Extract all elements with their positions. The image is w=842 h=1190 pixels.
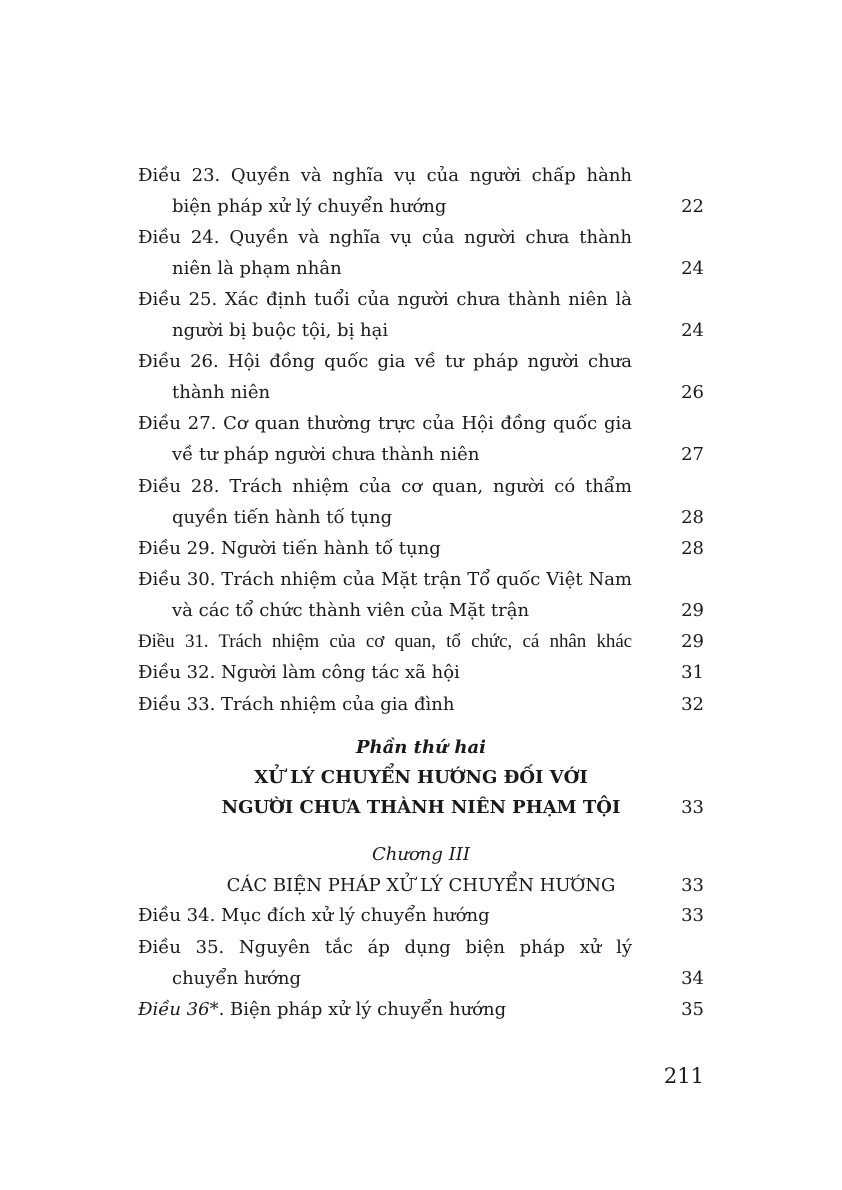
toc-entry-text: Điều 33. Trách nhiệm của gia đình — [138, 694, 455, 715]
toc-entry-text: Điều 23. Quyền và nghĩa vụ của người chấp hành — [138, 165, 632, 186]
toc-page-ref: 29 — [681, 631, 704, 652]
part-subtitle-line-2-wrap — [138, 793, 704, 823]
page-number: 211 — [663, 1064, 704, 1088]
toc-entry-text: Điều 29. Người tiến hành tố tụng — [138, 538, 441, 559]
toc-entry-dieu-35[interactable] — [138, 932, 704, 994]
toc-entry-text: Điều 27. Cơ quan thường trực của Hội đồng quốc gia — [138, 413, 632, 434]
toc-page-ref: 33 — [681, 797, 704, 818]
toc-entry-text: và các tổ chức thành viên của Mặt trận — [172, 600, 530, 621]
toc-entry-dieu-31[interactable] — [138, 626, 704, 657]
toc-page-ref: 26 — [681, 382, 704, 403]
chapter-heading-text: CÁC BIỆN PHÁP XỬ LÝ CHUYỂN HƯỚNG — [226, 875, 616, 896]
toc-entry-dieu-25[interactable] — [138, 284, 704, 346]
toc-page-ref: 34 — [681, 968, 704, 989]
toc-entry-dieu-30[interactable] — [138, 564, 704, 626]
toc-entry-text: Điều 35. Nguyên tắc áp dụng biện pháp xử lý — [138, 937, 632, 958]
toc-page-ref: 27 — [681, 444, 704, 465]
toc-entry-text: Điều 30. Trách nhiệm của Mặt trận Tổ quốc Việt Nam — [138, 569, 632, 590]
toc-entry-text: chuyển hướng — [172, 968, 301, 989]
toc-entry-text — [138, 994, 632, 1025]
part-subtitle-line-1: XỬ LÝ CHUYỂN HƯỚNG ĐỐI VỚI — [254, 767, 588, 788]
toc-entry-rest: . Biện pháp xử lý chuyển hướng — [218, 999, 507, 1020]
toc-entry-label-italic: Điều 36* — [138, 999, 219, 1020]
chapter-title: Chương III — [372, 844, 470, 865]
toc-entry-text: Điều 32. Người làm công tác xã hội — [138, 662, 460, 683]
toc-entry-text: quyền tiến hành tố tụng — [172, 507, 393, 528]
chapter-heading-wrap — [138, 870, 704, 901]
toc-page-ref: 33 — [681, 875, 704, 896]
toc-page-ref: 22 — [681, 196, 704, 217]
toc-entry-dieu-26[interactable] — [138, 346, 704, 408]
toc-entry-text: Điều 25. Xác định tuổi của người chưa thành niên là — [138, 289, 632, 310]
chapter-heading[interactable] — [138, 839, 704, 901]
toc-page-ref: 31 — [681, 662, 704, 683]
toc-entry-text: thành niên — [172, 382, 271, 403]
toc-entry-dieu-27[interactable] — [138, 408, 704, 470]
toc-page-ref: 28 — [681, 507, 704, 528]
toc-entry-dieu-28[interactable] — [138, 471, 704, 533]
toc-entry-dieu-33[interactable] — [138, 689, 704, 720]
toc-entry-text: về tư pháp người chưa thành niên — [172, 444, 480, 465]
toc-entry-text: Điều 28. Trách nhiệm của cơ quan, người có thẩm — [138, 476, 632, 497]
toc-entry-text: Điều 31. Trách nhiệm của cơ quan, tổ chức, cá nhân khác — [138, 631, 632, 652]
toc-entry-dieu-34[interactable] — [138, 900, 704, 931]
part-subtitle-line-2: NGƯỜI CHƯA THÀNH NIÊN PHẠM TỘI — [221, 797, 621, 818]
toc-entry-dieu-29[interactable] — [138, 533, 704, 564]
toc-entry-text: người bị buộc tội, bị hại — [172, 320, 389, 341]
toc-page-ref: 28 — [681, 538, 704, 559]
toc-page-ref: 24 — [681, 258, 704, 279]
toc-entry-text: Điều 24. Quyền và nghĩa vụ của người chưa thành — [138, 227, 632, 248]
toc-entry-dieu-23[interactable] — [138, 160, 704, 222]
toc-entry-dieu-24[interactable] — [138, 222, 704, 284]
toc-entry-dieu-32[interactable] — [138, 657, 704, 688]
toc-entry-dieu-36[interactable] — [138, 994, 704, 1025]
toc-page-ref: 32 — [681, 694, 704, 715]
toc-page-ref: 35 — [681, 999, 704, 1020]
toc-page-ref: 33 — [681, 905, 704, 926]
toc-entry-text: biện pháp xử lý chuyển hướng — [172, 196, 447, 217]
toc-page-ref: 24 — [681, 320, 704, 341]
part-title: Phần thứ hai — [356, 737, 486, 758]
toc-entry-text: niên là phạm nhân — [172, 258, 342, 279]
toc-entry-text: Điều 34. Mục đích xử lý chuyển hướng — [138, 905, 490, 926]
part-heading[interactable] — [138, 733, 704, 823]
toc-page-ref: 29 — [681, 600, 704, 621]
toc-entry-text: Điều 26. Hội đồng quốc gia về tư pháp người chưa — [138, 351, 632, 372]
